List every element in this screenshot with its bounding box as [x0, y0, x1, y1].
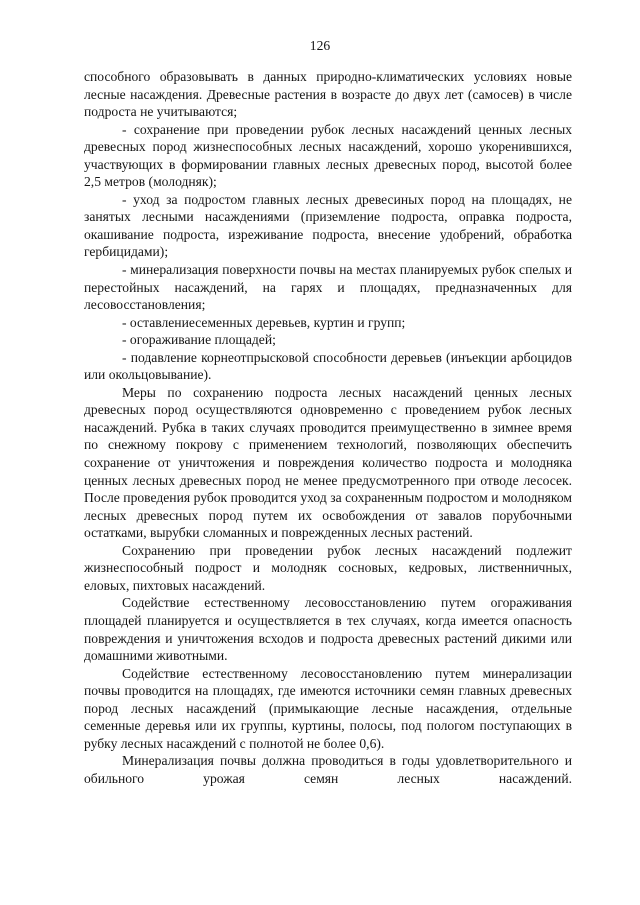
- paragraph: Содействие естественному лесовосстановлению путем минерализации почвы проводится на площадях, где имеются источники семян главных древесных пород лесных насаждений (примыкающие лесные насаждения, отдельные семенные деревья или их группы, куртины, полосы, под пологом поступающих в рубку лесных насаждений с полнотой не более 0,6).: [84, 665, 572, 751]
- paragraph: - подавление корнеотпрысковой способности деревьев (инъекции арбоцидов или окольцовывание).: [84, 349, 572, 383]
- page-number: 126: [309, 38, 331, 53]
- paragraph: способного образовывать в данных природно-климатических условиях новые лесные насаждения. Древесные растения в возрасте до двух лет (самосев) в числе подроста не учитываются;: [84, 69, 572, 120]
- paragraph: Минерализация почвы должна проводиться в годы удовлетворительного и обильного урожая семян лесных насаждений.: [84, 753, 572, 786]
- paragraph: Сохранению при проведении рубок лесных насаждений подлежит жизнеспособный подрост и молодняк сосновых, кедровых, лиственничных, еловых, пихтовых насаждений.: [84, 542, 572, 593]
- paragraph: - уход за подростом главных лесных древесиных пород на площадях, не занятых лесными насаждениями (приземление подроста, оправка подроста, окашивание подроста, изреживание подроста, внесение удобрений, обработка гербицидами);: [84, 191, 572, 260]
- paragraph: - минерализация поверхности почвы на местах планируемых рубок спелых и перестойных насаждений, на гарях и площадях, предназначенных для лесовосстановления;: [84, 262, 572, 313]
- document-body: [84, 68, 572, 787]
- paragraph: Содействие естественному лесовосстановлению путем огораживания площадей планируется и осуществляется в тех случаях, когда имеется опасность повреждения и уничтожения всходов и подроста древесных растений дикими или домашними животными.: [84, 595, 572, 664]
- paragraph: - сохранение при проведении рубок лесных насаждений ценных лесных древесных пород жизнеспособных лесных насаждений, хорошо укоренившихся, участвующих в формировании главных лесных древесных пород, высотой более 2,5 метров (молодняк);: [84, 121, 572, 190]
- paragraph: - огораживание площадей;: [122, 332, 276, 348]
- paragraph: - оставлениесеменных деревьев, куртин и групп;: [122, 314, 406, 330]
- paragraph: Меры по сохранению подроста лесных насаждений ценных лесных древесных пород осуществляются одновременно с проведением рубок лесных насаждений. Рубка в таких случаях проводится преимущественно в зимнее время по снежному покрову с применением технологий, позволяющих обеспечить сохранение от уничтожения и повреждения количество подроста и молодняка ценных лесных древесных пород не менее предусмотренного при отводе лесосек. После проведения рубок проводится уход за сохраненным подростом и молодняком лесных древесных пород путем их освобождения от завалов порубочными остатками, вырубки сломанных и поврежденных лесных растений.: [84, 384, 572, 541]
